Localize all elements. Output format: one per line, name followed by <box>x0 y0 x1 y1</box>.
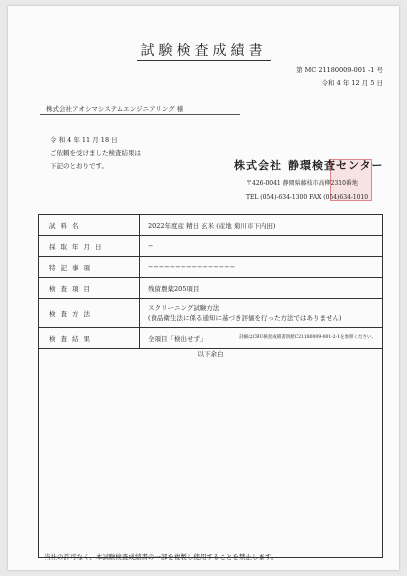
table-row <box>39 299 383 328</box>
issue-date: 令和 4 年 12 月 5 日 <box>321 79 383 87</box>
row-label: 検査項目 <box>39 278 140 299</box>
company-name: 株式会社 静環検査センター <box>234 159 384 172</box>
row-value: 2022年度産 精日 玄米 (産地 菊川市下内田) <box>140 215 383 236</box>
row-label: 検査結果 <box>39 328 140 349</box>
client-name: 株式会社アオシマシステムエンジニアリング 様 <box>46 105 184 113</box>
company-phone: TEL (054)-634-1300 FAX (054)634-1010 <box>246 194 369 201</box>
table-row <box>39 278 383 299</box>
table-row <box>39 215 383 236</box>
row-label: 採取年月日 <box>39 236 140 257</box>
request-note <box>50 134 141 173</box>
document-number: 第 MC 21180009-001 -1 号 <box>296 66 383 74</box>
result-value: 全項目「検出せず」 <box>148 334 207 343</box>
method-note: (食品衛生法に係る通知に基づき評価を行った方法ではありません) <box>148 314 342 322</box>
end-marker: 以下余白 <box>197 350 224 358</box>
table-row <box>39 236 383 257</box>
row-label: 試料名 <box>39 215 140 236</box>
company-address: 〒426-0041 静岡県藤枝市高柳2310番地 <box>246 180 358 187</box>
result-note: 詳細はCRU検査成績書別紙C21180009-001-2-1を参照ください。 <box>239 334 376 340</box>
result-table <box>38 214 383 358</box>
row-value <box>140 328 383 349</box>
row-label: 検査方法 <box>39 299 140 328</box>
row-value: − <box>140 236 383 257</box>
table-row <box>39 257 383 278</box>
document-title: 試験検査成績書 <box>8 40 399 60</box>
request-note-line-2: 下記のとおりです。 <box>50 162 108 170</box>
table-row <box>39 328 383 349</box>
row-label: 特記事項 <box>39 257 140 278</box>
client-underline <box>40 114 240 115</box>
method-name: スクリーニング試験方法 <box>148 304 220 312</box>
row-value: −−−−−−−−−−−−−−−− <box>140 257 383 278</box>
document-sheet <box>8 6 399 570</box>
request-note-line-1: ご依頼を受けました検査結果は <box>50 149 141 157</box>
row-value: 残留農薬205項目 <box>140 278 383 299</box>
footer-notice: 当社の許可なく、本試験検査成績書の一部を複製し使用することを禁止します。 <box>44 553 278 561</box>
table-end-row <box>39 349 383 359</box>
document-number-block <box>296 64 383 90</box>
request-date: 令 和 4 年 11 月 18 日 <box>50 136 118 144</box>
row-value <box>140 299 383 328</box>
company-address-block <box>246 177 368 205</box>
